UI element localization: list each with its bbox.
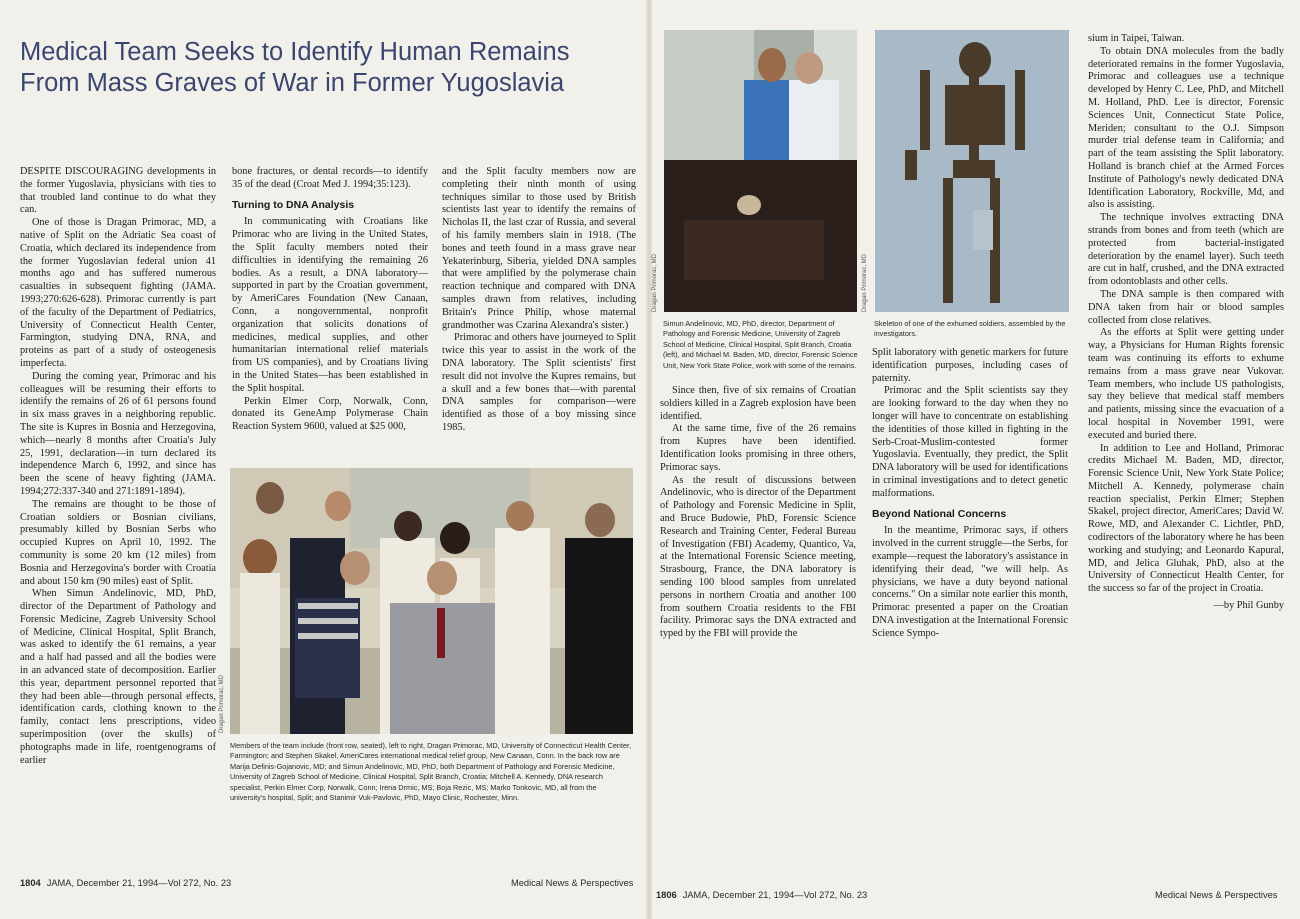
right-footer — [656, 890, 867, 900]
photo-credit: Dragan Primorac, MD — [862, 253, 868, 312]
right-column-2 — [872, 347, 1068, 847]
paragraph: In addition to Lee and Holland, Primorac credits Michael M. Baden, MD, director, Forensic Science Unit, New York State Police; Mitchell A. Kennedy, polymerase chain reaction specialist, Perkin Elmer; Stephen Skakel, project director, AmeriCares; David W. Rowe, MD, and Alexander C. Lichtler, PhD, codirectors of the laboratory where he has been working and studying; and Leonardo Kapural, MD, and Jelica Gluhak, PhD, also at the University of Connecticut Health Center, for the success so far of the project in Croatia. — [1088, 442, 1284, 595]
right-column-1 — [660, 385, 856, 845]
paragraph: In communicating with Croatians like Primorac who are living in the United States, the Split faculty members noted their difficulties in identifying the remaining 26 bodies. As a result, a DNA laboratory—supported in part by the Croatian government, by AmeriCares Foundation (New Canaan, Conn, a nongovernmental, nonprofit organization that solicits donations of medicines, medical supplies, and other humanitarian international relief materials from US companies), and by Croatians living in the United States—has been established in the Split hospital. — [232, 216, 428, 394]
page-number: 1806 — [656, 890, 677, 900]
left-column-3 — [442, 166, 636, 466]
right-column-3 — [1088, 33, 1284, 693]
left-column-1 — [20, 166, 216, 826]
left-footer — [20, 878, 231, 888]
right-footer-section: Medical News & Perspectives — [1155, 890, 1278, 900]
paragraph: As the efforts at Split were getting under way, a Physicians for Human Rights forensic team was continuing its efforts to exhume remains from a mass grave near Vukovar. Team members, who include US pathologists, say they believe that medical staff members and patients, missing since the evacuation of a local hospital in November 1991, were executed and buried there. — [1088, 327, 1284, 441]
section-heading: Beyond National Concerns — [872, 507, 1007, 520]
paragraph: Split laboratory with genetic markers for future identification purposes, including cases of paternity. — [872, 347, 1068, 384]
paragraph: During the coming year, Primorac and his colleagues will be resuming their efforts to identify the remains of 26 of 61 persons found in six mass graves in a neighboring republic. The site is Kupres in Bosnia and Herzegovina, which—nearly 8 months after Croatia's July 25, 1991, declaration—in turn declared its independence March 6, 1992, and since has been the scene of heavy fighting (JAMA. 1994;272:337-340 and 271:1891-1894). — [20, 370, 216, 497]
photo-credit: Dragan Primorac, MD — [219, 674, 225, 733]
paragraph: DESPITE DISCOURAGING developments in the former Yugoslavia, physicians with ties to that troubled land continue to do what they can. — [20, 166, 216, 216]
paragraph: To obtain DNA molecules from the badly deteriorated remains in the former Yugoslavia, Primorac and colleagues use a technique developed by Henry C. Lee, PhD, and Mitchell M. Holland, PhD. Lee is director, Forensic Sciences Unit, Connecticut State Police, Meriden; consultant to the O.J. Simpson murder trial defense team in California; and part of the team assisting the Split laboratory. Holland is branch chief at the Armed Forces Institute of Pathology's newly dedicated DNA Identification Laboratory, Rockville, Md, and also is assisting. — [1088, 45, 1284, 211]
left-footer-section: Medical News & Perspectives — [511, 878, 634, 888]
paragraph: The remains are thought to be those of Croatian soldiers or Bosnian civilians, presumably killed by Bosnian Serbs who occupied Kupres on April 10, 1992. The community is some 20 km (12 miles) from Bosnia and Herzegovina's border with Croatia and about 150 km (90 miles) east of Split. — [20, 498, 216, 587]
article-title — [20, 37, 630, 99]
paragraph: The technique involves extracting DNA strands from bones and from teeth (which are protected from bacterial-instigated deterioration by the enamel layer). Such teeth are cut in half, crushed, and the DNA extracted from odontoblasts and other cells. — [1088, 212, 1284, 288]
page-gutter — [646, 0, 652, 919]
paragraph: and the Split faculty members now are completing their ninth month of using techniques similar to those used by British scientists last year to identify the remains of Nicholas II, the last czar of Russia, and several of his family members slain in 1918. (The bones and teeth found in a mass grave near Yekaterinburg, Siberia, yielded DNA samples that were amplified by the polymerase chain reaction technique and compared with DNA samples drawn from relatives, including Britain's Prince Philip, whose maternal grandmother was Czarina Alexandra's sister.) — [442, 166, 636, 331]
paragraph: One of those is Dragan Primorac, MD, a native of Split on the Adriatic Sea coast of Croatia, which declared its independence from the former Yugoslavian federal union 41 months ago and has suffered numerous casualties in subsequent fighting (JAMA. 1993;270:626-628). Primorac currently is part of the faculty of the Department of Pediatrics, University of Connecticut Health Center, Farmington, studying DNA, RNA, and proteins as part of a study of osteogenesis imperfecta. — [20, 217, 216, 369]
skeleton-photo-caption: Skeleton of one of the exhumed soldiers, assembled by the investigators. — [874, 319, 1066, 339]
photo-credit: Dragan Primorac, MD — [652, 253, 658, 312]
lab-photo-caption: Simun Andelinovic, MD, PhD, director, Department of Pathology and Forensic Medicine, University of Zagreb School of Medicine, Clinical Hospital, Split Branch, Croatia (left), and Michael M. Baden, MD, director, Forensic Science Unit, New York State Police, work with some of the remains. — [663, 319, 858, 370]
paragraph: When Simun Andelinovic, MD, PhD, director of the Department of Pathology and Forensic Medicine, Zagreb University School of Medicine, Clinical Hospital, Split Branch, was asked to identify the 61 remains, a year and a half had passed and all the bodies were in an advanced state of decomposition. Earlier this year, department personnel reported that they had been able—through personal effects, identification cards, clothing known to the family, contact lens prescriptions, video superimposition (over the skulls) of photographs made in life, roentgenograms of earlier — [20, 588, 216, 766]
paragraph: The DNA sample is then compared with DNA taken from hair or blood samples collected from close relatives. — [1088, 288, 1284, 326]
paragraph: Primorac and others have journeyed to Split twice this year to assist in the work of the DNA laboratory. The Split scientists' first result did not involve the Kupres remains, but a skull and a few bones that—with parental DNA samples for comparison—were identified as those of a boy missing since 1985. — [442, 332, 636, 433]
page-number: 1804 — [20, 878, 41, 888]
title-line-1: Medical Team Seeks to Identify Human Remains — [20, 38, 570, 66]
paragraph: Since then, five of six remains of Croatian soldiers killed in a Zagreb explosion have been identified. — [660, 385, 856, 422]
byline: —by Phil Gunby — [1213, 600, 1284, 612]
paragraph: In the meantime, Primorac says, if others involved in the current struggle—the Serbs, for example—request the laboratory's assistance in identifying their dead, "we will help. As physicians, we have a duty beyond national concerns." On a similar note earlier this month, Primorac presented a paper on the Croatian DNA investigation at the International Forensic Science Sympo- — [872, 525, 1068, 639]
forensic-lab-photo — [664, 30, 857, 312]
section-heading: Turning to DNA Analysis — [232, 198, 355, 211]
paragraph: As the result of discussions between Andelinovic, who is director of the Department of Pathology and Forensic Medicine in Split, and Bruce Budowie, PhD, Forensic Science Research and Training Center, Federal Bureau of Investigation (FBI) Academy, Quantico, Va, at the International Forensic Science meeting, Strasbourg, France, the DNA laboratory is sending 100 blood samples from unrelated persons in northern Croatia and another 100 from southern Croatia residents to the FBI facility. Primorac says the DNA extracted and typed by the FBI will provide the — [660, 474, 856, 640]
paragraph: Primorac and the Split scientists say they are looking forward to the day when they no longer will have to concentrate on establishing the identities of those killed in fighting in the Serb-Croat-Muslim-contested former Yugoslavia. Eventually, they predict, the Split DNA laboratory will be used for identifications in criminal investigations and to detect genetic malformations. — [872, 385, 1068, 499]
paragraph: At the same time, five of the 26 remains from Kupres have been identified. Identification looks promising in three others, Primorac says. — [660, 423, 856, 473]
group-photo-caption: Members of the team include (front row, seated), left to right, Dragan Primorac, MD, University of Connecticut Health Center, Farmington; and Stephen Skakel, AmeriCares international medical relief group, New Canaan, Conn. In the back row are Marija Definis-Gojanovic, MD; and Simun Andelinovic, MD, PhD, both Department of Pathology and Forensic Medicine, University of Zagreb School of Medicine, Clinical Hospital, Split Branch, Croatia; Mitchell A. Kennedy, DNA research specialist, Perkin Elmer Corp, Norwalk, Conn; Irena Drmic, MS; Boja Rezic, MS; Marko Tonkovic, MD, all from the university's hospital, Split; and Stanimir Vuk-Pavlovic, PhD, Mayo Clinic, Rochester, Minn. — [230, 741, 632, 803]
journal-citation: JAMA, December 21, 1994—Vol 272, No. 23 — [46, 878, 232, 888]
paragraph: bone fractures, or dental records—to identify 35 of the dead (Croat Med J. 1994;35:123). — [232, 166, 428, 190]
paragraph: Perkin Elmer Corp, Norwalk, Conn, donated its GeneAmp Polymerase Chain Reaction System 9600, valued at $25 000, — [232, 395, 428, 433]
left-column-2 — [232, 166, 428, 466]
skeleton-photo — [875, 30, 1069, 312]
team-group-photo — [230, 468, 633, 734]
title-line-2: From Mass Graves of War in Former Yugoslavia — [20, 69, 565, 97]
journal-citation: JAMA, December 21, 1994—Vol 272, No. 23 — [682, 890, 868, 900]
paragraph: sium in Taipei, Taiwan. — [1088, 33, 1185, 44]
